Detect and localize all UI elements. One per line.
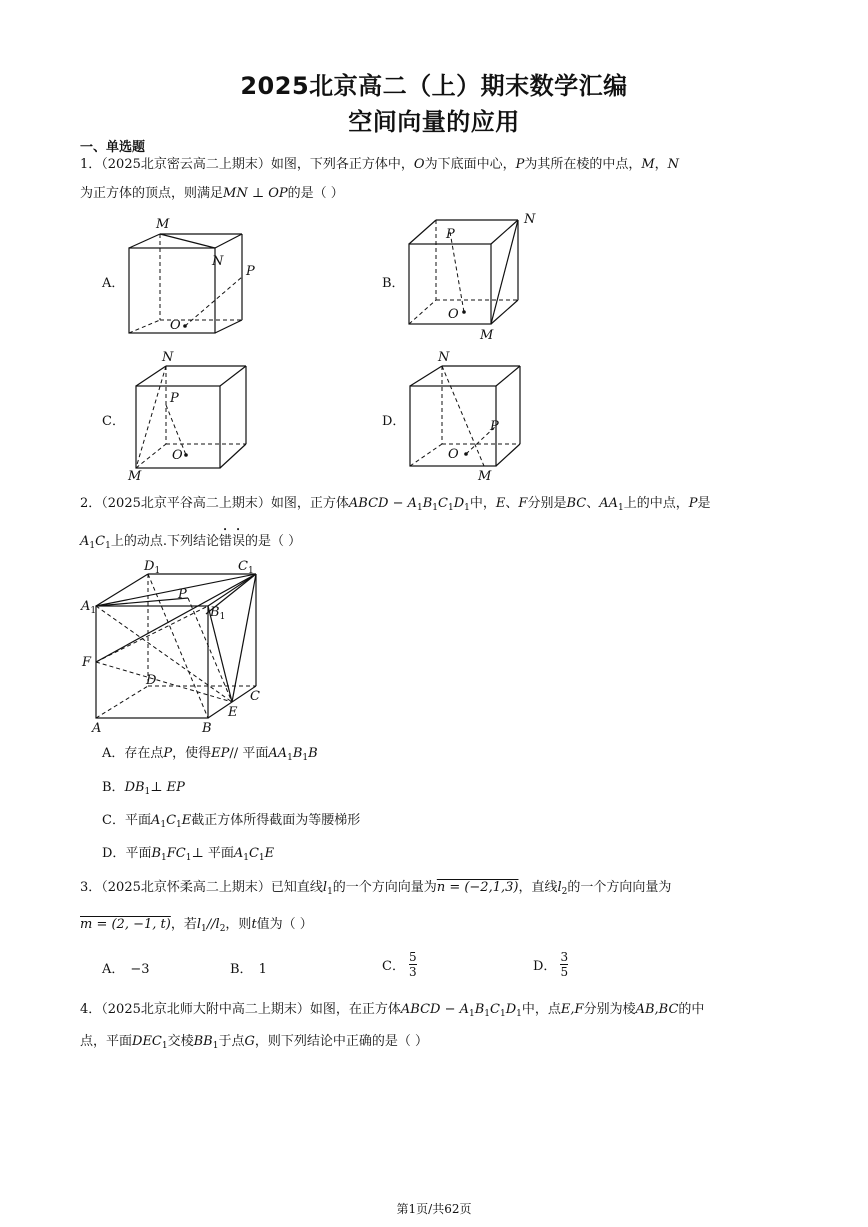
point-label-f: F [82, 655, 92, 670]
emphasis-wrong: 错误 [218, 534, 245, 549]
q2-cube-figure [78, 556, 278, 738]
q1-figure-d [400, 346, 550, 486]
vertex-label-c: C [250, 689, 260, 704]
q4-line2: 点，平面$DEC_1$交棱$BB_1$于点G，则下列结论中正确的是（ ） [80, 1034, 429, 1051]
midpoint-label-p: P [490, 419, 499, 434]
q1-option-d-label: D． [382, 414, 406, 429]
point-label-p: P [178, 587, 187, 602]
q2-option-b: B．$DB_1\perp$ EP [102, 780, 185, 797]
document-subtitle: 空间向量的应用 [348, 108, 520, 136]
center-label-o: O [172, 448, 183, 463]
q1-line2: 为正方体的顶点，则满足MN ⊥ OP的是（ ） [80, 186, 344, 201]
vertex-label-d1: $D_1$ [144, 559, 161, 576]
q1-option-a-label: A． [102, 276, 125, 291]
q2-option-c: C．平面$A_1C_1E$截正方体所得截面为等腰梯形 [102, 813, 361, 830]
q3-option-a: A． −3 [102, 962, 150, 977]
vertex-label-b1: $B_1$ [210, 605, 226, 622]
vertex-label-m: M [156, 217, 170, 232]
q1-figure-b [400, 208, 550, 343]
q3-line1: 3．（2025北京怀柔高二上期末）已知直线$l_1$的一个方向向量为n = (−2,1,3)，直线$l_2$的一个方向向量为 [80, 880, 672, 897]
midpoint-label-p: P [246, 264, 255, 279]
q1-option-b-label: B． [382, 276, 405, 291]
midpoint-label-p: P [170, 391, 179, 406]
q3-option-d: D． $\frac{3}{5}$ [533, 950, 569, 979]
q4-line1: 4．（2025北京北师大附中高二上期末）如图，在正方体ABCD − $A_1B_1C_1D_1$中，点E,F分别为棱AB,BC的中 [80, 1002, 705, 1019]
vertex-label-d: D [146, 673, 157, 688]
midpoint-label-p: P [446, 227, 455, 242]
q1-line1: 1．（2025北京密云高二上期末）如图，下列各正方体中，O为下底面中心，P为其所在棱的中点，M，N [80, 157, 680, 172]
q2-line2: $A_1C_1$上的动点.下列结论错误的是（ ） [80, 534, 302, 551]
vertex-label-n: N [212, 254, 224, 269]
q2-option-a: A．存在点P，使得EP// 平面$AA_1B_1B$ [102, 746, 318, 763]
q3-line2: m = (2, −1, t)，若$l_1//l_2$，则t值为（ ） [80, 917, 313, 934]
vertex-label-a1: $A_1$ [81, 599, 97, 616]
point-label-e: E [228, 705, 238, 720]
center-label-o: O [448, 447, 459, 462]
q3-option-c: C． $\frac{5}{3}$ [382, 950, 417, 979]
q2-line1: 2．（2025北京平谷高二上期末）如图，正方体ABCD − $A_1B_1C_1D_1$中，E、F分别是BC、$AA_1$上的中点，P是 [80, 496, 711, 513]
section-heading: 一、单选题 [80, 140, 146, 155]
vertex-label-c1: $C_1$ [238, 559, 254, 576]
vector-n: n = (−2,1,3) [436, 880, 519, 895]
q1-figure-c [120, 346, 270, 486]
page-number: 第1页/共62页 [396, 1202, 472, 1216]
q1-option-c-label: C． [102, 414, 125, 429]
q1-figure-a [120, 212, 270, 342]
q2-option-d: D．平面$B_1FC_1\perp$ 平面$A_1C_1E$ [102, 846, 275, 863]
vertex-label-m: M [480, 328, 494, 343]
q3-option-b: B． 1 [230, 962, 267, 977]
vertex-label-m: M [128, 469, 142, 484]
document-title: 2025北京高二（上）期末数学汇编 [240, 72, 628, 100]
vector-m: m = (2, −1, t) [80, 917, 171, 932]
vertex-label-n: N [438, 350, 450, 365]
vertex-label-n: N [524, 212, 536, 227]
center-label-o: O [448, 307, 459, 322]
vertex-label-m: M [478, 469, 492, 484]
vertex-label-a: A [92, 721, 102, 736]
center-label-o: O [170, 318, 181, 333]
vertex-label-n: N [162, 350, 174, 365]
vertex-label-b: B [202, 721, 212, 736]
